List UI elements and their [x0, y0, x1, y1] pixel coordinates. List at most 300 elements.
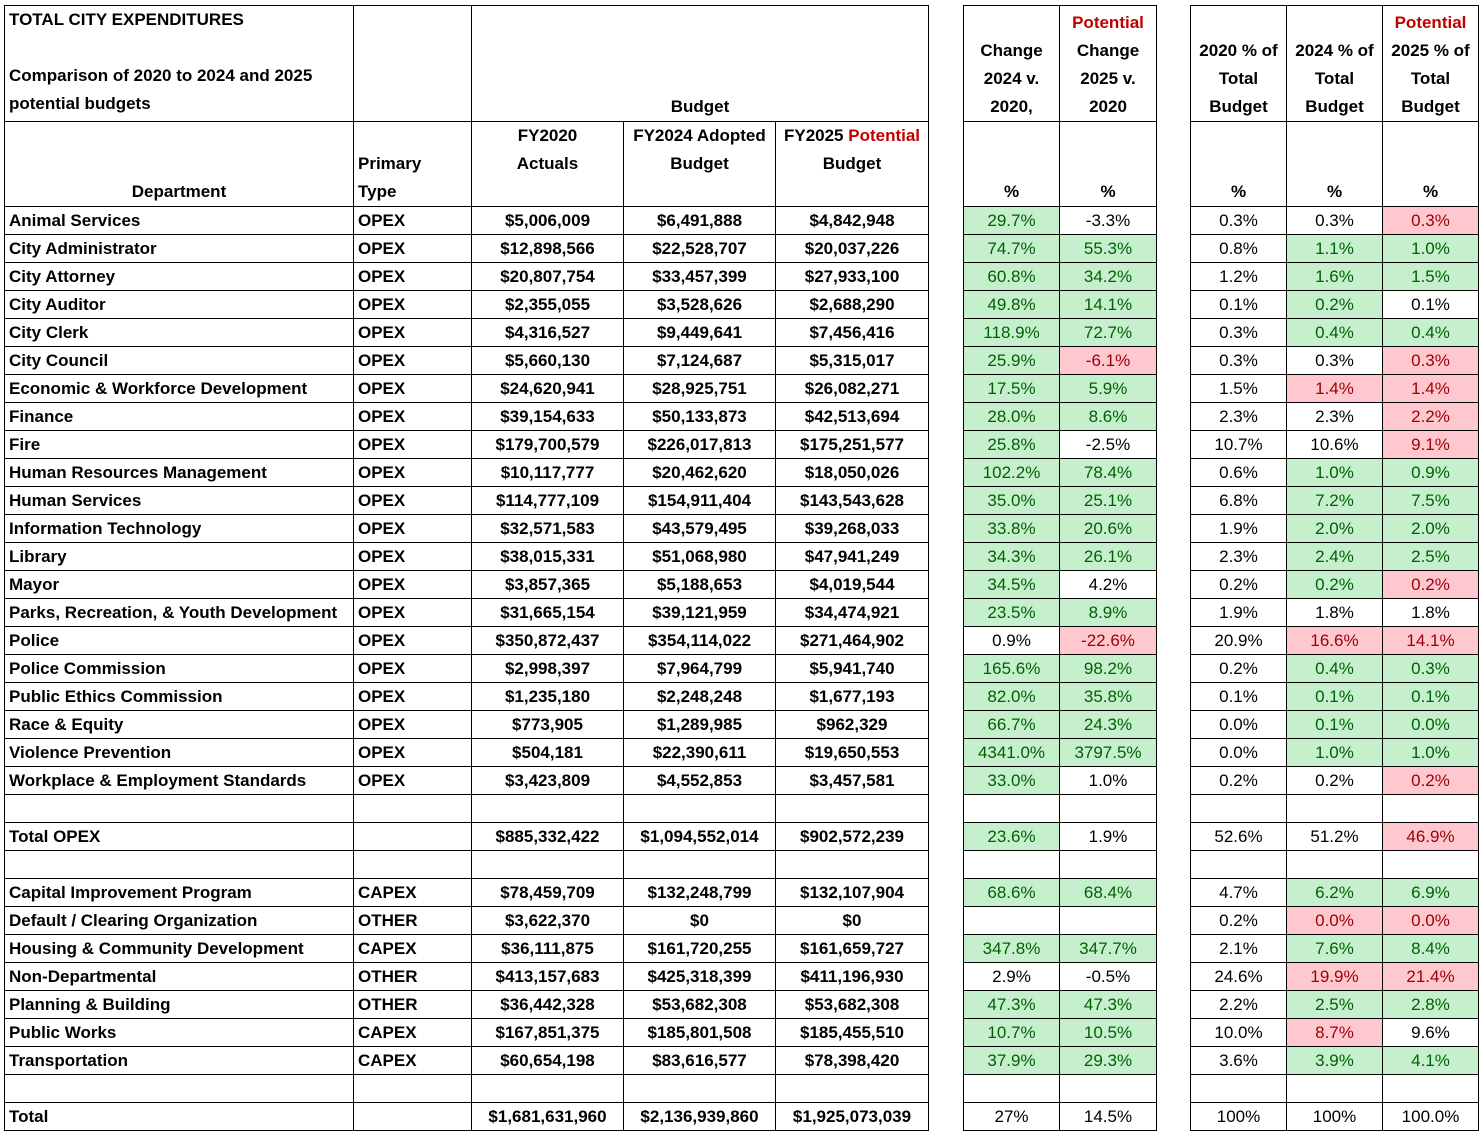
pct-2025-value: 1.5% [1383, 263, 1479, 291]
fy2024-value: $7,124,687 [624, 347, 776, 375]
department-name: Transportation [5, 1047, 354, 1075]
fy2024-label: FY2024 Adopted [633, 126, 766, 145]
fy2025-value: $5,941,740 [776, 655, 929, 683]
fy2024-value: $50,133,873 [624, 403, 776, 431]
department-name: Public Works [5, 1019, 354, 1047]
department-name: City Administrator [5, 235, 354, 263]
primary-type: CAPEX [354, 879, 472, 907]
change-2024-label-2: 2024 v. [983, 69, 1040, 88]
table-row [5, 263, 929, 291]
empty-cell [1191, 851, 1287, 879]
fy2020-label-2: Actuals [516, 154, 579, 173]
pct-2020-value: 10.7% [1191, 431, 1287, 459]
pct-2025-value: 0.0% [1383, 711, 1479, 739]
fy2024-value: $28,925,751 [624, 375, 776, 403]
empty-cell [776, 795, 929, 823]
change-2024-value: 29.7% [964, 207, 1060, 235]
pct-2025-label-2: Total [1410, 69, 1451, 88]
change-row [964, 207, 1157, 235]
change-row [964, 599, 1157, 627]
change-2024-value: 28.0% [964, 403, 1060, 431]
change-row [964, 935, 1157, 963]
pct-2025-value: 14.1% [1383, 627, 1479, 655]
change-2024-value: 68.6% [964, 879, 1060, 907]
primary-type: OPEX [354, 487, 472, 515]
change-row [964, 767, 1157, 795]
fy2020-header [472, 122, 624, 207]
pct-2025-label: 2025 % of [1391, 41, 1470, 60]
fy2020-value: $12,898,566 [472, 235, 624, 263]
empty-cell [1383, 851, 1479, 879]
empty-cell [5, 851, 354, 879]
fy2020-value: $32,571,583 [472, 515, 624, 543]
change-row [964, 459, 1157, 487]
change-row [964, 1075, 1157, 1103]
fy2025-header [776, 122, 929, 207]
change-2024-label: Change [980, 41, 1043, 60]
change-2025-value: 29.3% [1060, 1047, 1157, 1075]
percent-row [1191, 487, 1479, 515]
fy2025-value: $19,650,553 [776, 739, 929, 767]
department-name: Capital Improvement Program [5, 879, 354, 907]
fy2020-value: $167,851,375 [472, 1019, 624, 1047]
fy2025-value: $1,677,193 [776, 683, 929, 711]
primary-type: OPEX [354, 655, 472, 683]
fy2020-value: $1,235,180 [472, 683, 624, 711]
pct-2025-value: 4.1% [1383, 1047, 1479, 1075]
fy2020-value: $3,423,809 [472, 767, 624, 795]
change-2024-value: 35.0% [964, 487, 1060, 515]
fy2020-value: $78,459,709 [472, 879, 624, 907]
change-2024-value: 34.3% [964, 543, 1060, 571]
pct-2024-value: 1.8% [1287, 599, 1383, 627]
fy2025-value: $26,082,271 [776, 375, 929, 403]
pct-2020-value: 2.3% [1191, 403, 1287, 431]
table-row [5, 515, 929, 543]
primary-type: CAPEX [354, 1047, 472, 1075]
change-2025-value: 72.7% [1060, 319, 1157, 347]
percent-table [1190, 5, 1479, 1131]
change-2024-label-3: 2020, [990, 97, 1033, 116]
pct-2020-unit: % [1191, 122, 1287, 207]
fy2024-header [624, 122, 776, 207]
primary-type-label-2: Type [358, 182, 397, 201]
change-2024-value: 34.5% [964, 571, 1060, 599]
percent-row [1191, 963, 1479, 991]
pct-2020-value: 0.2% [1191, 571, 1287, 599]
empty-header-cell [354, 6, 472, 122]
table-row [5, 1047, 929, 1075]
fy2025-value: $185,455,510 [776, 1019, 929, 1047]
percent-row [1191, 627, 1479, 655]
change-2025-value: -0.5% [1060, 963, 1157, 991]
fy2020-value: $4,316,527 [472, 319, 624, 347]
change-row [964, 851, 1157, 879]
percent-row [1191, 851, 1479, 879]
empty-cell [354, 795, 472, 823]
fy2020-value: $36,111,875 [472, 935, 624, 963]
pct-2020-value: 0.2% [1191, 767, 1287, 795]
fy2025-value: $47,941,249 [776, 543, 929, 571]
change-2025-value: -22.6% [1060, 627, 1157, 655]
fy2025-value: $4,019,544 [776, 571, 929, 599]
table-row [5, 431, 929, 459]
primary-type: OPEX [354, 431, 472, 459]
fy2024-value: $1,094,552,014 [624, 823, 776, 851]
department-name: City Auditor [5, 291, 354, 319]
fy2025-value: $34,474,921 [776, 599, 929, 627]
change-2024-header [964, 6, 1060, 122]
pct-2024-value: 1.0% [1287, 739, 1383, 767]
percent-row [1191, 291, 1479, 319]
department-name: Total [5, 1103, 354, 1131]
fy2024-value: $22,528,707 [624, 235, 776, 263]
pct-2024-value: 3.9% [1287, 1047, 1383, 1075]
fy2025-value: $3,457,581 [776, 767, 929, 795]
fy2020-value: $1,681,631,960 [472, 1103, 624, 1131]
fy2020-value: $179,700,579 [472, 431, 624, 459]
pct-2024-value: 1.0% [1287, 459, 1383, 487]
table-subtitle-2: potential budgets [9, 94, 151, 113]
pct-2025-value: 8.4% [1383, 935, 1479, 963]
fy2025-value: $1,925,073,039 [776, 1103, 929, 1131]
primary-type: OPEX [354, 599, 472, 627]
fy2025-value: $271,464,902 [776, 627, 929, 655]
empty-cell [5, 795, 354, 823]
fy2024-value: $425,318,399 [624, 963, 776, 991]
pct-2025-value: 46.9% [1383, 823, 1479, 851]
department-name: Housing & Community Development [5, 935, 354, 963]
change-2025-value: 24.3% [1060, 711, 1157, 739]
pct-2024-value: 0.2% [1287, 767, 1383, 795]
department-name: Fire [5, 431, 354, 459]
pct-2020-value: 0.0% [1191, 739, 1287, 767]
empty-cell [354, 851, 472, 879]
change-2025-value: 35.8% [1060, 683, 1157, 711]
pct-2024-value: 0.3% [1287, 347, 1383, 375]
change-2025-label: Change [1076, 41, 1140, 60]
pct-2020-value: 0.8% [1191, 235, 1287, 263]
table-row [5, 207, 929, 235]
fy2025-value: $18,050,026 [776, 459, 929, 487]
pct-2025-value: 21.4% [1383, 963, 1479, 991]
pct-2020-value: 0.1% [1191, 683, 1287, 711]
department-name: Workplace & Employment Standards [5, 767, 354, 795]
pct-2020-label: 2020 % of [1199, 41, 1278, 60]
change-2025-value: 347.7% [1060, 935, 1157, 963]
table-row [5, 403, 929, 431]
percent-row [1191, 1103, 1479, 1131]
empty-cell [1287, 795, 1383, 823]
change-row [964, 375, 1157, 403]
primary-type: CAPEX [354, 1019, 472, 1047]
fy2025-label-2: Budget [822, 154, 882, 173]
change-2025-value: 3797.5% [1060, 739, 1157, 767]
pct-2020-value: 0.1% [1191, 291, 1287, 319]
department-name: Default / Clearing Organization [5, 907, 354, 935]
percent-row [1191, 655, 1479, 683]
department-name: City Attorney [5, 263, 354, 291]
percent-row [1191, 1047, 1479, 1075]
fy2025-value: $5,315,017 [776, 347, 929, 375]
change-row [964, 319, 1157, 347]
percent-row [1191, 823, 1479, 851]
table-row [5, 375, 929, 403]
pct-2020-value: 0.2% [1191, 907, 1287, 935]
change-2025-label-3: 2020 [1089, 97, 1127, 116]
change-row [964, 711, 1157, 739]
change-2025-label-2: 2025 v. [1080, 69, 1136, 88]
fy2024-value: $161,720,255 [624, 935, 776, 963]
change-2025-value: -3.3% [1060, 207, 1157, 235]
empty-cell [964, 795, 1060, 823]
table-row [5, 571, 929, 599]
primary-type: OPEX [354, 711, 472, 739]
pct-2024-value: 0.1% [1287, 683, 1383, 711]
primary-type: OPEX [354, 767, 472, 795]
fy2025-value: $902,572,239 [776, 823, 929, 851]
pct-2025-value: 0.3% [1383, 655, 1479, 683]
fy2025-value: $143,543,628 [776, 487, 929, 515]
change-2025-value: 1.0% [1060, 767, 1157, 795]
pct-2024-value: 16.6% [1287, 627, 1383, 655]
change-2025-value: 20.6% [1060, 515, 1157, 543]
empty-cell [964, 851, 1060, 879]
table-row [5, 963, 929, 991]
pct-2025-value: 0.9% [1383, 459, 1479, 487]
percent-row [1191, 1019, 1479, 1047]
empty-cell [1287, 851, 1383, 879]
change-row [964, 1019, 1157, 1047]
fy2024-value: $4,552,853 [624, 767, 776, 795]
pct-2020-value: 20.9% [1191, 627, 1287, 655]
fy2020-value: $3,857,365 [472, 571, 624, 599]
department-name: Human Resources Management [5, 459, 354, 487]
change-2024-value: 33.0% [964, 767, 1060, 795]
fy2020-value: $413,157,683 [472, 963, 624, 991]
table-row [5, 1075, 929, 1103]
empty-cell [624, 1075, 776, 1103]
change-2025-value: 34.2% [1060, 263, 1157, 291]
change-2025-value: -6.1% [1060, 347, 1157, 375]
pct-2025-value: 6.9% [1383, 879, 1479, 907]
pct-2024-value: 0.4% [1287, 655, 1383, 683]
fy2020-value: $3,622,370 [472, 907, 624, 935]
primary-type: OPEX [354, 459, 472, 487]
fy2025-value: $27,933,100 [776, 263, 929, 291]
pct-2020-value: 100% [1191, 1103, 1287, 1131]
percent-row [1191, 879, 1479, 907]
fy2020-value: $60,654,198 [472, 1047, 624, 1075]
fy2020-value: $39,154,633 [472, 403, 624, 431]
pct-2024-value: 1.4% [1287, 375, 1383, 403]
fy2024-value: $39,121,959 [624, 599, 776, 627]
department-name: Parks, Recreation, & Youth Development [5, 599, 354, 627]
pct-2025-value: 9.1% [1383, 431, 1479, 459]
pct-2020-value: 1.9% [1191, 599, 1287, 627]
change-2024-value: 33.8% [964, 515, 1060, 543]
pct-2024-value: 6.2% [1287, 879, 1383, 907]
fy2024-value: $2,136,939,860 [624, 1103, 776, 1131]
pct-2020-value: 4.7% [1191, 879, 1287, 907]
pct-2025-value: 2.0% [1383, 515, 1479, 543]
change-2024-value: 27% [964, 1103, 1060, 1131]
fy2025-label-potential: Potential [848, 126, 921, 145]
pct-2024-label: 2024 % of [1295, 41, 1374, 60]
primary-type: OPEX [354, 739, 472, 767]
change-2024-value: 10.7% [964, 1019, 1060, 1047]
change-2025-value: 55.3% [1060, 235, 1157, 263]
pct-2024-value: 2.3% [1287, 403, 1383, 431]
table-row [5, 879, 929, 907]
department-name: City Council [5, 347, 354, 375]
change-2025-value: 26.1% [1060, 543, 1157, 571]
percent-row [1191, 431, 1479, 459]
empty-cell [1287, 1075, 1383, 1103]
change-row [964, 263, 1157, 291]
primary-type: OTHER [354, 963, 472, 991]
change-2024-value: 0.9% [964, 627, 1060, 655]
percent-row [1191, 235, 1479, 263]
pct-2020-value: 0.3% [1191, 319, 1287, 347]
table-row [5, 543, 929, 571]
pct-2020-value: 3.6% [1191, 1047, 1287, 1075]
fy2025-value: $175,251,577 [776, 431, 929, 459]
department-name: Planning & Building [5, 991, 354, 1019]
fy2020-label: FY2020 [517, 126, 578, 145]
primary-type: OPEX [354, 291, 472, 319]
fy2020-value: $10,117,777 [472, 459, 624, 487]
change-row [964, 1047, 1157, 1075]
change-2025-value: 8.9% [1060, 599, 1157, 627]
pct-2024-header [1287, 6, 1383, 122]
fy2024-value: $1,289,985 [624, 711, 776, 739]
change-2025-header [1060, 6, 1157, 122]
department-name: Animal Services [5, 207, 354, 235]
fy2024-value: $2,248,248 [624, 683, 776, 711]
pct-2020-value: 0.3% [1191, 347, 1287, 375]
table-row [5, 907, 929, 935]
table-row [5, 1019, 929, 1047]
department-name: Public Ethics Commission [5, 683, 354, 711]
change-2024-value: 66.7% [964, 711, 1060, 739]
department-name: Library [5, 543, 354, 571]
primary-type: OPEX [354, 375, 472, 403]
pct-2020-header [1191, 6, 1287, 122]
percent-row [1191, 263, 1479, 291]
pct-2025-value: 0.2% [1383, 571, 1479, 599]
primary-type: OPEX [354, 627, 472, 655]
fy2024-value: $354,114,022 [624, 627, 776, 655]
change-2025-value: 47.3% [1060, 991, 1157, 1019]
pct-2025-value: 9.6% [1383, 1019, 1479, 1047]
fy2020-value: $38,015,331 [472, 543, 624, 571]
department-name: Police [5, 627, 354, 655]
budget-group-header: Budget [472, 6, 929, 122]
department-name: Finance [5, 403, 354, 431]
empty-cell [624, 851, 776, 879]
pct-2024-value: 0.0% [1287, 907, 1383, 935]
primary-type [354, 823, 472, 851]
table-row [5, 683, 929, 711]
empty-cell [1383, 795, 1479, 823]
pct-2024-value: 0.2% [1287, 291, 1383, 319]
department-name: Economic & Workforce Development [5, 375, 354, 403]
percent-row [1191, 683, 1479, 711]
pct-2024-value: 19.9% [1287, 963, 1383, 991]
pct-2024-value: 7.2% [1287, 487, 1383, 515]
pct-2020-value: 0.0% [1191, 711, 1287, 739]
empty-cell [776, 1075, 929, 1103]
change-2024-value: 74.7% [964, 235, 1060, 263]
change-row [964, 739, 1157, 767]
empty-cell [1191, 1075, 1287, 1103]
pct-2024-value: 7.6% [1287, 935, 1383, 963]
pct-2024-value: 100% [1287, 1103, 1383, 1131]
department-name: Race & Equity [5, 711, 354, 739]
fy2025-value: $2,688,290 [776, 291, 929, 319]
department-name: Total OPEX [5, 823, 354, 851]
change-row [964, 795, 1157, 823]
primary-type: OPEX [354, 347, 472, 375]
percent-row [1191, 795, 1479, 823]
empty-cell [1383, 1075, 1479, 1103]
table-row [5, 599, 929, 627]
change-2025-value: 8.6% [1060, 403, 1157, 431]
table-title: TOTAL CITY EXPENDITURES [9, 10, 244, 29]
change-row [964, 235, 1157, 263]
change-2025-value [1060, 907, 1157, 935]
fy2025-label-prefix: FY2025 [783, 126, 849, 145]
fy2024-value: $43,579,495 [624, 515, 776, 543]
pct-2020-value: 6.8% [1191, 487, 1287, 515]
change-2025-value: 78.4% [1060, 459, 1157, 487]
table-row [5, 291, 929, 319]
pct-2025-value: 0.0% [1383, 907, 1479, 935]
primary-type: OPEX [354, 319, 472, 347]
change-2024-unit: % [964, 122, 1060, 207]
fy2024-value: $51,068,980 [624, 543, 776, 571]
change-row [964, 823, 1157, 851]
change-2024-value: 60.8% [964, 263, 1060, 291]
change-2024-value [964, 907, 1060, 935]
change-row [964, 347, 1157, 375]
pct-2020-value: 0.6% [1191, 459, 1287, 487]
change-row [964, 571, 1157, 599]
department-name: Violence Prevention [5, 739, 354, 767]
budget-table [4, 5, 929, 1131]
primary-type-header [354, 122, 472, 207]
fy2024-value: $33,457,399 [624, 263, 776, 291]
fy2024-value: $3,528,626 [624, 291, 776, 319]
pct-2020-label-2: Total [1218, 69, 1259, 88]
department-name: Information Technology [5, 515, 354, 543]
pct-2025-value: 0.1% [1383, 291, 1479, 319]
percent-row [1191, 1075, 1479, 1103]
fy2024-value: $185,801,508 [624, 1019, 776, 1047]
percent-row [1191, 739, 1479, 767]
empty-cell [472, 851, 624, 879]
department-header: Department [5, 122, 354, 207]
change-row [964, 487, 1157, 515]
change-2024-value: 23.5% [964, 599, 1060, 627]
fy2020-value: $773,905 [472, 711, 624, 739]
pct-2020-value: 1.2% [1191, 263, 1287, 291]
department-name: Non-Departmental [5, 963, 354, 991]
fy2025-value: $20,037,226 [776, 235, 929, 263]
fy2024-value: $226,017,813 [624, 431, 776, 459]
pct-2025-value: 0.3% [1383, 207, 1479, 235]
